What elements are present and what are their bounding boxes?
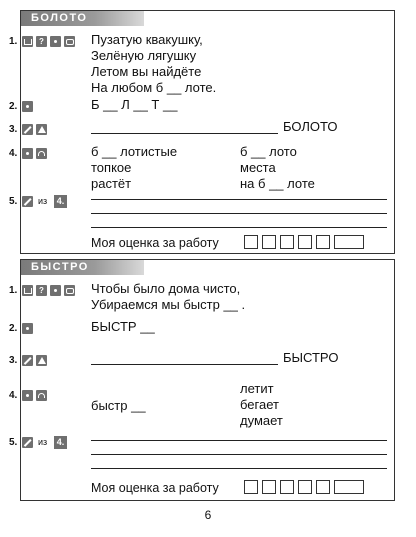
poem-line: Пузатую квакушку, [91, 32, 203, 47]
word-right: на б __ лоте [240, 176, 315, 191]
exercise-card-bystro [9, 259, 395, 501]
grade-box-wide[interactable] [334, 235, 364, 249]
task-reference: 4. [54, 436, 67, 449]
grade-box[interactable] [262, 480, 276, 494]
grade-box[interactable] [244, 480, 258, 494]
task-number: 2. [9, 323, 18, 334]
task-reference: 4. [54, 195, 67, 208]
from-label: из [38, 196, 48, 206]
task-number: 2. [9, 101, 18, 112]
poem-line: На любом б __ лоте. [91, 80, 217, 95]
task2-word-gaps: БЫСТР __ [91, 319, 155, 334]
poem-line: Чтобы было дома чисто, [91, 281, 241, 296]
book-icon [22, 36, 33, 47]
answer-line[interactable] [91, 133, 278, 134]
copy-icon [64, 36, 75, 47]
warning-icon [36, 124, 47, 135]
task-number: 1. [9, 285, 18, 296]
arc-icon [36, 148, 47, 159]
pencil-icon [22, 124, 33, 135]
grade-box[interactable] [316, 235, 330, 249]
answer-line[interactable] [91, 227, 387, 228]
task-number: 1. [9, 36, 18, 47]
grade-box[interactable] [298, 235, 312, 249]
task-number: 4. [9, 390, 18, 401]
pencil-icon [22, 355, 33, 366]
task3-word: БЫСТРО [283, 350, 339, 365]
card-title: БОЛОТО [21, 11, 144, 26]
grade-box-wide[interactable] [334, 480, 364, 494]
grade-label: Моя оценка за работу [91, 236, 219, 250]
dot-icon [50, 36, 61, 47]
task-number: 3. [9, 355, 18, 366]
word-left: топкое [91, 160, 132, 175]
poem-line: Зелёную лягушку [91, 48, 197, 63]
grade-box[interactable] [316, 480, 330, 494]
task-number: 5. [9, 196, 18, 207]
word-left: растёт [91, 176, 132, 191]
word-right: думает [240, 413, 283, 428]
from-label: из [38, 437, 48, 447]
question-icon: ? [36, 285, 47, 296]
word-right: б __ лото [240, 144, 297, 159]
answer-line[interactable] [91, 440, 387, 441]
question-icon: ? [36, 36, 47, 47]
card-title: БЫСТРО [21, 260, 144, 275]
grade-label: Моя оценка за работу [91, 481, 219, 495]
answer-line[interactable] [91, 454, 387, 455]
pencil-icon [22, 437, 33, 448]
arc-icon [36, 390, 47, 401]
grade-box[interactable] [280, 480, 294, 494]
copy-icon [64, 285, 75, 296]
grade-box[interactable] [244, 235, 258, 249]
task2-word-gaps: Б __ Л __ Т __ [91, 97, 178, 112]
word-left: б __ лотистые [91, 144, 178, 159]
grade-box[interactable] [262, 235, 276, 249]
page-number: 6 [204, 508, 212, 522]
grade-box[interactable] [298, 480, 312, 494]
word-right: бегает [240, 397, 279, 412]
task-number: 3. [9, 124, 18, 135]
answer-line[interactable] [91, 199, 387, 200]
dot-icon [22, 101, 33, 112]
dot-icon [22, 390, 33, 401]
dot-icon [22, 323, 33, 334]
book-icon [22, 285, 33, 296]
answer-line[interactable] [91, 468, 387, 469]
exercise-card-boloto [9, 10, 395, 254]
word-left: быстр __ [91, 398, 146, 413]
poem-line: Убираемся мы быстр __ . [91, 297, 246, 312]
answer-line[interactable] [91, 213, 387, 214]
pencil-icon [22, 196, 33, 207]
word-right: летит [240, 381, 274, 396]
task-number: 5. [9, 437, 18, 448]
grade-box[interactable] [280, 235, 294, 249]
dot-icon [22, 148, 33, 159]
poem-line: Летом вы найдёте [91, 64, 202, 79]
answer-line[interactable] [91, 364, 278, 365]
task3-word: БОЛОТО [283, 119, 338, 134]
task-number: 4. [9, 148, 18, 159]
warning-icon [36, 355, 47, 366]
dot-icon [50, 285, 61, 296]
word-right: места [240, 160, 276, 175]
